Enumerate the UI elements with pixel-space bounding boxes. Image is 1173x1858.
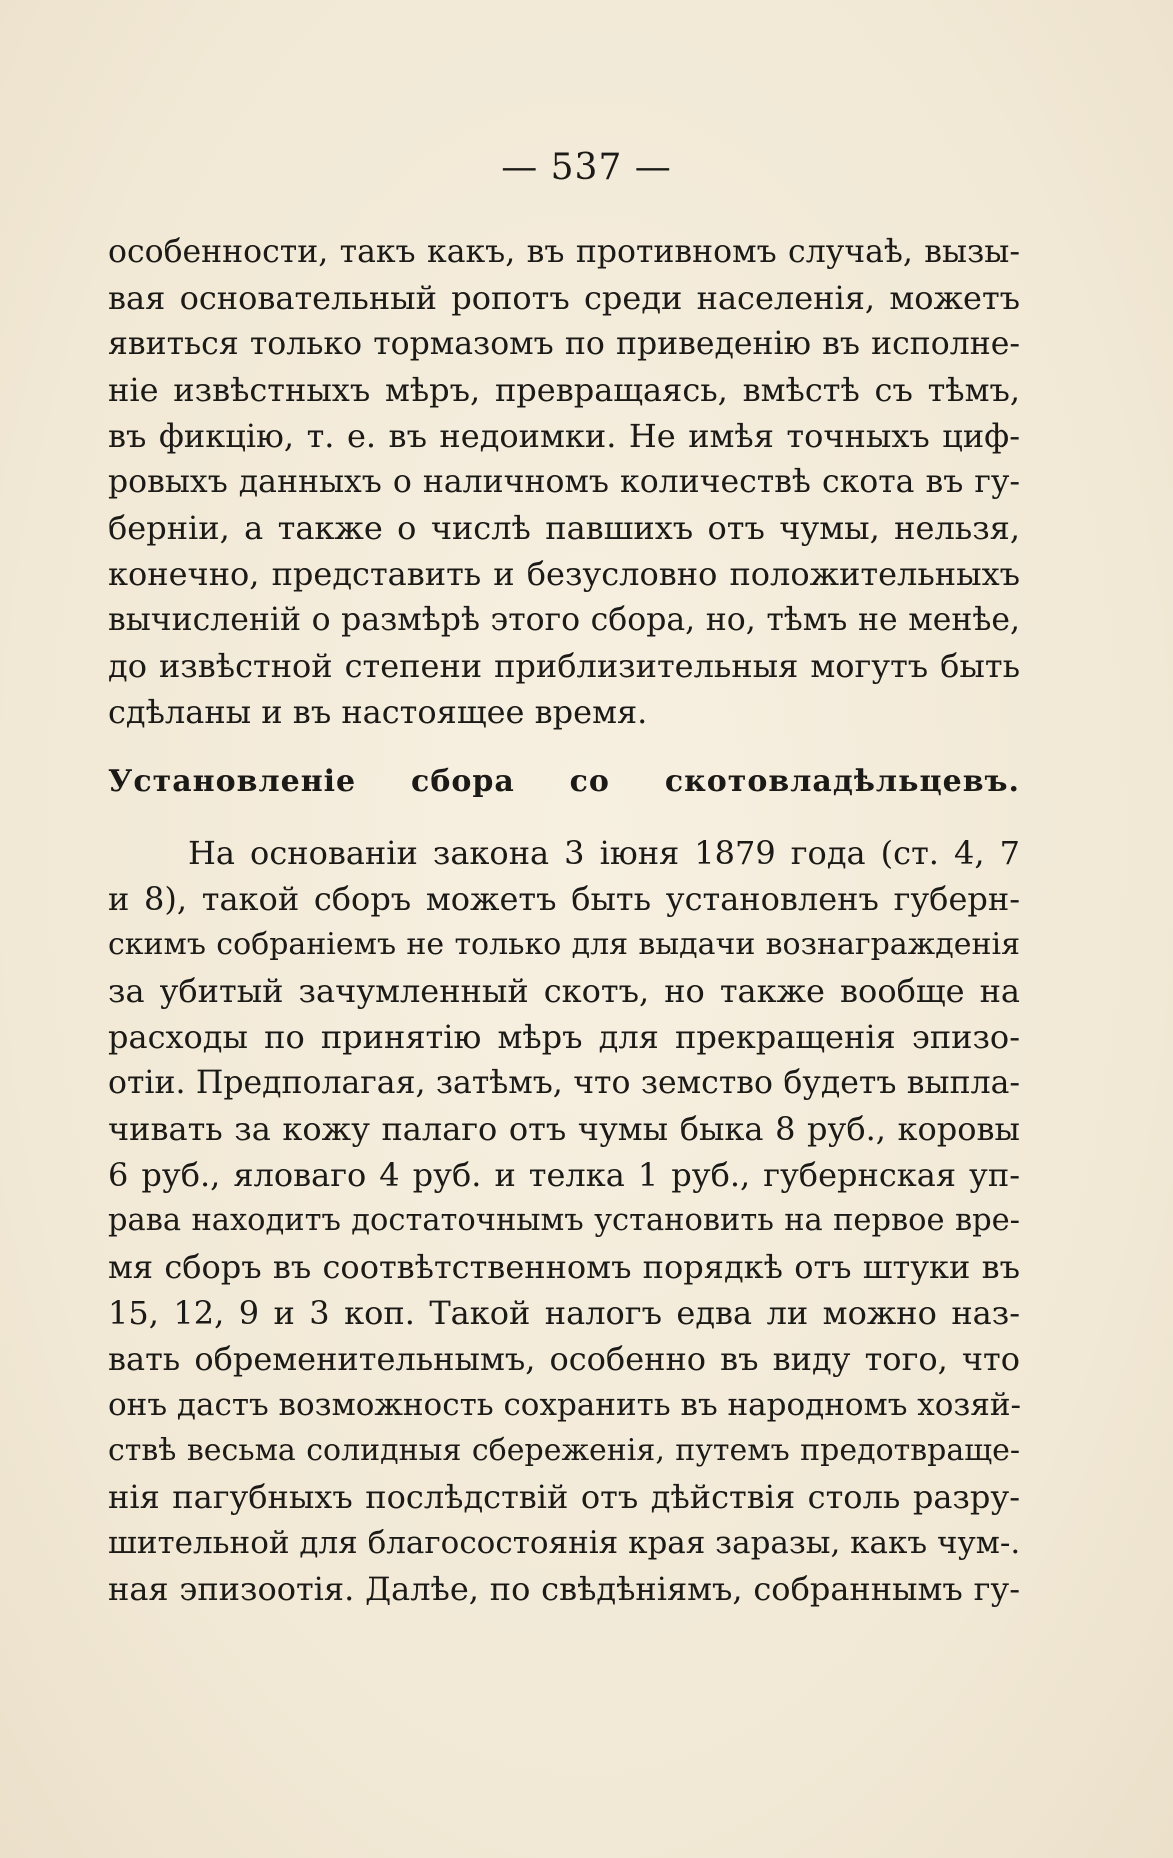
text-line: явиться только тормазомъ по приведенію въ исполне- <box>108 326 1020 362</box>
text-line: мя сборъ въ соотвѣтственномъ порядкѣ отъ штуки въ <box>108 1248 1020 1286</box>
text-line: расходы по принятію мѣръ для прекращенія эпизо- <box>108 1018 1020 1056</box>
text-line: 6 руб., яловаго 4 руб. и телка 1 руб., губернская уп- <box>108 1156 1020 1194</box>
text-line: шительной для благосостоянія края заразы, какъ чум-. <box>108 1525 1021 1561</box>
text-line: 15, 12, 9 и 3 коп. Такой налогъ едва ли можно наз- <box>108 1294 1020 1332</box>
text-line: вая основательный ропотъ среди населенія, можетъ <box>108 279 1020 317</box>
text-line: ная эпизоотія. Далѣе, по свѣдѣніямъ, собраннымъ гу- <box>108 1570 1020 1608</box>
text-line: скимъ собраніемъ не только для выдачи вознагражденія <box>108 927 1020 962</box>
text-line: вычисленій о размѣрѣ этого сбора, но, тѣмъ не менѣе, <box>108 602 1020 638</box>
text-line: за убитый зачумленный скотъ, но также вообще на <box>108 972 1020 1010</box>
text-line: берніи, а также о числѣ павшихъ отъ чумы, нельзя, <box>108 509 1020 547</box>
text-line: конечно, представить и безусловно положительныхъ <box>108 555 1020 593</box>
text-line: нія пагубныхъ послѣдствій отъ дѣйствія столь разру- <box>108 1478 1020 1516</box>
page-number: — 537 — <box>501 147 672 188</box>
text-line: и 8), такой сборъ можетъ быть установленъ губерн- <box>108 880 1020 918</box>
section-heading: Установленіе сбора со скотовладѣльцевъ. <box>108 764 1020 799</box>
text-line: ровыхъ данныхъ о наличномъ количествѣ скота въ гу- <box>108 464 1020 500</box>
text-line: до извѣстной степени приблизительныя могутъ быть <box>108 647 1020 685</box>
text-line: На основаніи закона 3 іюня 1879 года (ст. 4, 7 <box>188 834 1020 872</box>
text-line: вать обременительнымъ, особенно въ виду того, что <box>108 1340 1020 1378</box>
text-line: особенности, такъ какъ, въ противномъ случаѣ, вызы- <box>108 234 1020 270</box>
text-line: ствѣ весьма солидныя сбереженія, путемъ предотвраще- <box>108 1433 1020 1468</box>
text-line: сдѣланы и въ настоящее время. <box>108 693 648 731</box>
text-line: отіи. Предполагая, затѣмъ, что земство будетъ выпла- <box>108 1065 1020 1101</box>
text-line: рава находитъ достаточнымъ установить на первое вре- <box>108 1203 1020 1238</box>
text-line: онъ дастъ возможность сохранить въ народномъ хозяй- <box>108 1387 1022 1423</box>
text-line: чивать за кожу палаго отъ чумы быка 8 руб., коровы <box>108 1110 1020 1148</box>
text-line: ніе извѣстныхъ мѣръ, превращаясь, вмѣстѣ съ тѣмъ, <box>108 371 1020 409</box>
text-line: въ фикцію, т. е. въ недоимки. Не имѣя точныхъ циф- <box>108 417 1020 455</box>
